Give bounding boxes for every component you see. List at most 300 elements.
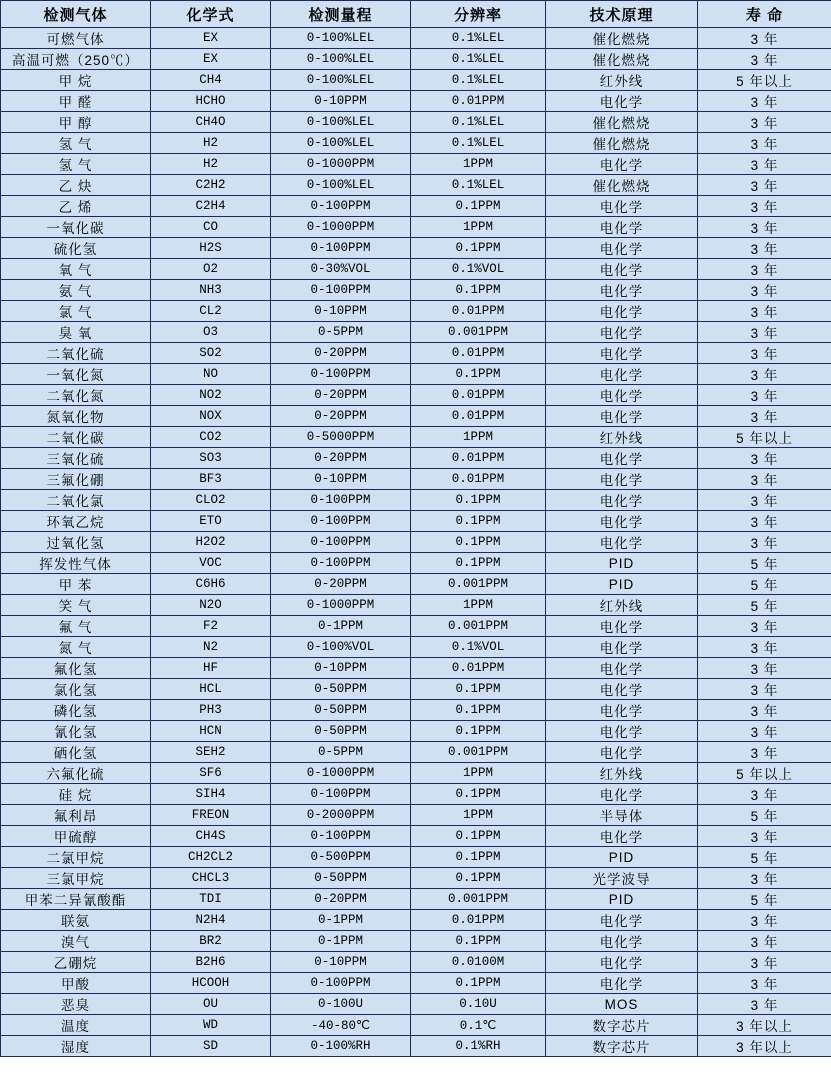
cell-formula: HCL	[151, 679, 271, 700]
cell-principle: 电化学	[546, 343, 698, 364]
cell-principle: 电化学	[546, 301, 698, 322]
cell-lifetime: 3 年	[698, 196, 831, 217]
cell-principle: 电化学	[546, 448, 698, 469]
cell-gas: 高温可燃（250℃）	[1, 49, 151, 70]
cell-gas: 甲酸	[1, 973, 151, 994]
cell-resolution: 0.01PPM	[411, 406, 546, 427]
cell-gas: 三氟化硼	[1, 469, 151, 490]
table-row	[1, 847, 831, 868]
cell-range: 0-1000PPM	[271, 217, 411, 238]
cell-resolution: 0.1%LEL	[411, 175, 546, 196]
cell-principle: 电化学	[546, 700, 698, 721]
cell-resolution: 0.1%LEL	[411, 49, 546, 70]
cell-gas: 氧 气	[1, 259, 151, 280]
cell-lifetime: 3 年	[698, 448, 831, 469]
cell-formula: SD	[151, 1036, 271, 1057]
cell-range: 0-100%RH	[271, 1036, 411, 1057]
cell-lifetime: 3 年	[698, 490, 831, 511]
cell-lifetime: 5 年	[698, 847, 831, 868]
cell-formula: H2	[151, 133, 271, 154]
cell-resolution: 0.01PPM	[411, 910, 546, 931]
cell-gas: 三氯甲烷	[1, 868, 151, 889]
cell-gas: 一氧化氮	[1, 364, 151, 385]
cell-principle: 催化燃烧	[546, 133, 698, 154]
cell-formula: CO2	[151, 427, 271, 448]
cell-resolution: 1PPM	[411, 763, 546, 784]
cell-range: 0-5000PPM	[271, 427, 411, 448]
cell-formula: NO	[151, 364, 271, 385]
cell-formula: SF6	[151, 763, 271, 784]
cell-lifetime: 3 年	[698, 175, 831, 196]
cell-lifetime: 3 年	[698, 259, 831, 280]
cell-formula: F2	[151, 616, 271, 637]
cell-principle: 红外线	[546, 427, 698, 448]
cell-gas: 过氧化氢	[1, 532, 151, 553]
cell-lifetime: 3 年	[698, 910, 831, 931]
table-row	[1, 952, 831, 973]
cell-lifetime: 3 年	[698, 679, 831, 700]
cell-lifetime: 3 年	[698, 931, 831, 952]
cell-gas: 挥发性气体	[1, 553, 151, 574]
cell-lifetime: 5 年	[698, 553, 831, 574]
cell-range: 0-100PPM	[271, 532, 411, 553]
column-header-range: 检测量程	[271, 1, 411, 28]
cell-principle: 光学波导	[546, 868, 698, 889]
table-row	[1, 133, 831, 154]
cell-resolution: 0.10U	[411, 994, 546, 1015]
cell-formula: O2	[151, 259, 271, 280]
cell-gas: 溴气	[1, 931, 151, 952]
cell-principle: 电化学	[546, 721, 698, 742]
cell-principle: 电化学	[546, 322, 698, 343]
cell-principle: MOS	[546, 994, 698, 1015]
cell-formula: TDI	[151, 889, 271, 910]
cell-lifetime: 5 年	[698, 805, 831, 826]
cell-resolution: 0.01PPM	[411, 91, 546, 112]
cell-gas: 硒化氢	[1, 742, 151, 763]
cell-resolution: 0.1%RH	[411, 1036, 546, 1057]
cell-gas: 可燃气体	[1, 28, 151, 49]
cell-principle: 红外线	[546, 70, 698, 91]
cell-range: 0-100PPM	[271, 553, 411, 574]
table-row	[1, 238, 831, 259]
cell-gas: 乙 烯	[1, 196, 151, 217]
cell-formula: SIH4	[151, 784, 271, 805]
cell-gas: 乙硼烷	[1, 952, 151, 973]
cell-gas: 氟 气	[1, 616, 151, 637]
table-row	[1, 385, 831, 406]
cell-principle: 催化燃烧	[546, 175, 698, 196]
cell-gas: 氯 气	[1, 301, 151, 322]
cell-range: 0-500PPM	[271, 847, 411, 868]
cell-principle: PID	[546, 553, 698, 574]
cell-gas: 磷化氢	[1, 700, 151, 721]
cell-range: 0-20PPM	[271, 574, 411, 595]
cell-gas: 氟化氢	[1, 658, 151, 679]
cell-lifetime: 3 年	[698, 280, 831, 301]
cell-gas: 二氯甲烷	[1, 847, 151, 868]
cell-formula: CO	[151, 217, 271, 238]
cell-resolution: 0.1PPM	[411, 679, 546, 700]
cell-resolution: 0.1%VOL	[411, 637, 546, 658]
cell-formula: ETO	[151, 511, 271, 532]
cell-gas: 一氧化碳	[1, 217, 151, 238]
table-row	[1, 931, 831, 952]
cell-formula: CH4S	[151, 826, 271, 847]
table-row	[1, 742, 831, 763]
cell-resolution: 0.1PPM	[411, 280, 546, 301]
cell-gas: 环氧乙烷	[1, 511, 151, 532]
cell-gas: 二氧化氯	[1, 490, 151, 511]
cell-principle: 电化学	[546, 154, 698, 175]
cell-principle: 电化学	[546, 826, 698, 847]
cell-formula: CLO2	[151, 490, 271, 511]
cell-resolution: 0.1PPM	[411, 700, 546, 721]
cell-resolution: 0.01PPM	[411, 469, 546, 490]
cell-principle: 电化学	[546, 616, 698, 637]
cell-range: 0-1PPM	[271, 616, 411, 637]
cell-gas: 氢 气	[1, 154, 151, 175]
cell-lifetime: 3 年	[698, 406, 831, 427]
cell-gas: 三氧化硫	[1, 448, 151, 469]
cell-lifetime: 3 年	[698, 742, 831, 763]
cell-formula: VOC	[151, 553, 271, 574]
cell-principle: 半导体	[546, 805, 698, 826]
cell-formula: HCN	[151, 721, 271, 742]
cell-lifetime: 3 年	[698, 532, 831, 553]
table-row	[1, 469, 831, 490]
column-header-gas: 检测气体	[1, 1, 151, 28]
cell-formula: CH2CL2	[151, 847, 271, 868]
cell-resolution: 0.1PPM	[411, 826, 546, 847]
table-row	[1, 994, 831, 1015]
cell-lifetime: 3 年	[698, 343, 831, 364]
cell-resolution: 0.1PPM	[411, 721, 546, 742]
table-row	[1, 532, 831, 553]
cell-formula: HF	[151, 658, 271, 679]
cell-lifetime: 3 年	[698, 385, 831, 406]
cell-formula: H2S	[151, 238, 271, 259]
cell-resolution: 0.1%VOL	[411, 259, 546, 280]
cell-formula: N2	[151, 637, 271, 658]
cell-resolution: 0.1℃	[411, 1015, 546, 1036]
cell-formula: PH3	[151, 700, 271, 721]
cell-formula: N2H4	[151, 910, 271, 931]
cell-gas: 氢 气	[1, 133, 151, 154]
cell-range: 0-10PPM	[271, 91, 411, 112]
table-row	[1, 511, 831, 532]
cell-range: 0-10PPM	[271, 952, 411, 973]
cell-lifetime: 3 年	[698, 658, 831, 679]
column-header-resolution: 分辨率	[411, 1, 546, 28]
cell-principle: 电化学	[546, 238, 698, 259]
cell-principle: 电化学	[546, 490, 698, 511]
table-row	[1, 721, 831, 742]
cell-resolution: 0.001PPM	[411, 322, 546, 343]
table-row	[1, 805, 831, 826]
cell-formula: BF3	[151, 469, 271, 490]
cell-formula: CHCL3	[151, 868, 271, 889]
cell-gas: 六氟化硫	[1, 763, 151, 784]
table-row	[1, 700, 831, 721]
cell-principle: 电化学	[546, 385, 698, 406]
cell-range: 0-50PPM	[271, 721, 411, 742]
cell-lifetime: 5 年	[698, 595, 831, 616]
cell-lifetime: 3 年以上	[698, 1015, 831, 1036]
cell-principle: 电化学	[546, 973, 698, 994]
cell-resolution: 0.01PPM	[411, 301, 546, 322]
cell-range: 0-100U	[271, 994, 411, 1015]
cell-formula: WD	[151, 1015, 271, 1036]
cell-lifetime: 3 年	[698, 721, 831, 742]
cell-formula: SEH2	[151, 742, 271, 763]
cell-range: 0-100%LEL	[271, 175, 411, 196]
cell-resolution: 0.01PPM	[411, 385, 546, 406]
cell-resolution: 0.1PPM	[411, 868, 546, 889]
cell-range: 0-1000PPM	[271, 763, 411, 784]
cell-range: 0-100PPM	[271, 364, 411, 385]
cell-principle: 电化学	[546, 259, 698, 280]
cell-resolution: 0.1%LEL	[411, 112, 546, 133]
cell-principle: 电化学	[546, 406, 698, 427]
table-row	[1, 28, 831, 49]
cell-lifetime: 3 年	[698, 973, 831, 994]
table-row	[1, 784, 831, 805]
cell-lifetime: 3 年	[698, 49, 831, 70]
table-row	[1, 658, 831, 679]
table-row	[1, 448, 831, 469]
cell-range: 0-100%LEL	[271, 112, 411, 133]
table-row	[1, 49, 831, 70]
cell-formula: CH4	[151, 70, 271, 91]
cell-range: 0-5PPM	[271, 742, 411, 763]
cell-resolution: 0.1PPM	[411, 532, 546, 553]
cell-gas: 氟利昂	[1, 805, 151, 826]
cell-range: 0-20PPM	[271, 448, 411, 469]
cell-principle: 电化学	[546, 931, 698, 952]
cell-range: 0-100PPM	[271, 826, 411, 847]
table-row	[1, 973, 831, 994]
cell-resolution: 0.1PPM	[411, 490, 546, 511]
cell-resolution: 0.001PPM	[411, 889, 546, 910]
cell-lifetime: 3 年	[698, 637, 831, 658]
cell-formula: NOX	[151, 406, 271, 427]
cell-resolution: 0.1PPM	[411, 847, 546, 868]
cell-formula: CL2	[151, 301, 271, 322]
cell-principle: 电化学	[546, 280, 698, 301]
cell-principle: 催化燃烧	[546, 112, 698, 133]
cell-gas: 甲 苯	[1, 574, 151, 595]
cell-resolution: 0.01PPM	[411, 343, 546, 364]
cell-formula: FREON	[151, 805, 271, 826]
table-row	[1, 91, 831, 112]
cell-formula: H2	[151, 154, 271, 175]
table-row	[1, 280, 831, 301]
cell-lifetime: 3 年	[698, 952, 831, 973]
cell-formula: H2O2	[151, 532, 271, 553]
cell-range: 0-2000PPM	[271, 805, 411, 826]
cell-resolution: 0.1PPM	[411, 238, 546, 259]
cell-lifetime: 3 年	[698, 28, 831, 49]
cell-resolution: 1PPM	[411, 805, 546, 826]
table-row	[1, 70, 831, 91]
cell-gas: 甲 醛	[1, 91, 151, 112]
cell-principle: 电化学	[546, 511, 698, 532]
cell-range: 0-1PPM	[271, 931, 411, 952]
cell-resolution: 0.01PPM	[411, 448, 546, 469]
table-header	[1, 1, 831, 28]
cell-lifetime: 3 年	[698, 364, 831, 385]
cell-range: 0-50PPM	[271, 868, 411, 889]
cell-formula: SO3	[151, 448, 271, 469]
table-row	[1, 574, 831, 595]
cell-range: 0-50PPM	[271, 679, 411, 700]
cell-resolution: 0.0100M	[411, 952, 546, 973]
cell-formula: C6H6	[151, 574, 271, 595]
cell-lifetime: 3 年	[698, 868, 831, 889]
cell-formula: N2O	[151, 595, 271, 616]
cell-range: 0-100%LEL	[271, 28, 411, 49]
cell-gas: 湿度	[1, 1036, 151, 1057]
cell-principle: 电化学	[546, 217, 698, 238]
table-row	[1, 1015, 831, 1036]
table-row	[1, 868, 831, 889]
cell-range: 0-100PPM	[271, 196, 411, 217]
cell-principle: 电化学	[546, 91, 698, 112]
cell-principle: 电化学	[546, 658, 698, 679]
cell-resolution: 0.1PPM	[411, 973, 546, 994]
cell-range: 0-20PPM	[271, 385, 411, 406]
cell-principle: 电化学	[546, 784, 698, 805]
table-header-row	[1, 1, 831, 28]
table-row	[1, 322, 831, 343]
cell-lifetime: 3 年	[698, 511, 831, 532]
cell-resolution: 0.001PPM	[411, 742, 546, 763]
cell-gas: 硅 烷	[1, 784, 151, 805]
cell-range: 0-30%VOL	[271, 259, 411, 280]
cell-formula: C2H4	[151, 196, 271, 217]
cell-range: 0-100PPM	[271, 238, 411, 259]
cell-lifetime: 3 年	[698, 301, 831, 322]
cell-gas: 氮 气	[1, 637, 151, 658]
table-row	[1, 1036, 831, 1057]
cell-principle: 电化学	[546, 910, 698, 931]
cell-gas: 甲 烷	[1, 70, 151, 91]
table-row	[1, 616, 831, 637]
table-row	[1, 217, 831, 238]
cell-gas: 联氨	[1, 910, 151, 931]
cell-range: 0-100%LEL	[271, 133, 411, 154]
cell-lifetime: 3 年	[698, 784, 831, 805]
cell-principle: 红外线	[546, 763, 698, 784]
cell-range: 0-100%LEL	[271, 49, 411, 70]
cell-lifetime: 3 年	[698, 994, 831, 1015]
cell-principle: PID	[546, 889, 698, 910]
table-row	[1, 154, 831, 175]
cell-resolution: 0.1PPM	[411, 784, 546, 805]
cell-resolution: 0.1%LEL	[411, 133, 546, 154]
cell-lifetime: 3 年	[698, 154, 831, 175]
table-row	[1, 595, 831, 616]
cell-range: 0-1000PPM	[271, 154, 411, 175]
cell-formula: C2H2	[151, 175, 271, 196]
cell-formula: HCOOH	[151, 973, 271, 994]
cell-resolution: 0.1PPM	[411, 196, 546, 217]
cell-gas: 二氧化硫	[1, 343, 151, 364]
cell-lifetime: 3 年以上	[698, 1036, 831, 1057]
table-row	[1, 406, 831, 427]
cell-gas: 氯化氢	[1, 679, 151, 700]
cell-lifetime: 5 年	[698, 889, 831, 910]
table-row	[1, 910, 831, 931]
cell-resolution: 0.1PPM	[411, 511, 546, 532]
table-row	[1, 301, 831, 322]
cell-lifetime: 3 年	[698, 469, 831, 490]
cell-lifetime: 3 年	[698, 91, 831, 112]
cell-principle: 红外线	[546, 595, 698, 616]
cell-range: 0-5PPM	[271, 322, 411, 343]
cell-principle: 电化学	[546, 364, 698, 385]
cell-lifetime: 5 年以上	[698, 70, 831, 91]
cell-gas: 甲硫醇	[1, 826, 151, 847]
cell-resolution: 0.1%LEL	[411, 70, 546, 91]
table-row	[1, 364, 831, 385]
cell-formula: O3	[151, 322, 271, 343]
cell-gas: 恶臭	[1, 994, 151, 1015]
cell-resolution: 0.001PPM	[411, 616, 546, 637]
cell-lifetime: 5 年	[698, 574, 831, 595]
cell-range: 0-20PPM	[271, 889, 411, 910]
cell-lifetime: 3 年	[698, 616, 831, 637]
cell-lifetime: 3 年	[698, 826, 831, 847]
table-row	[1, 343, 831, 364]
cell-resolution: 1PPM	[411, 154, 546, 175]
cell-gas: 笑 气	[1, 595, 151, 616]
cell-range: 0-50PPM	[271, 700, 411, 721]
cell-gas: 氨 气	[1, 280, 151, 301]
cell-principle: 催化燃烧	[546, 28, 698, 49]
cell-resolution: 1PPM	[411, 217, 546, 238]
cell-range: 0-100PPM	[271, 973, 411, 994]
cell-formula: SO2	[151, 343, 271, 364]
cell-range: 0-100PPM	[271, 784, 411, 805]
table-row	[1, 637, 831, 658]
cell-principle: 催化燃烧	[546, 49, 698, 70]
cell-principle: 电化学	[546, 952, 698, 973]
cell-range: 0-10PPM	[271, 658, 411, 679]
cell-principle: PID	[546, 847, 698, 868]
cell-gas: 二氧化氮	[1, 385, 151, 406]
column-header-lifetime: 寿 命	[698, 1, 831, 28]
cell-resolution: 1PPM	[411, 427, 546, 448]
cell-lifetime: 3 年	[698, 238, 831, 259]
cell-formula: HCHO	[151, 91, 271, 112]
cell-range: 0-10PPM	[271, 469, 411, 490]
cell-lifetime: 3 年	[698, 322, 831, 343]
cell-formula: CH4O	[151, 112, 271, 133]
cell-formula: NH3	[151, 280, 271, 301]
cell-gas: 乙 炔	[1, 175, 151, 196]
cell-lifetime: 5 年以上	[698, 427, 831, 448]
cell-principle: 数字芯片	[546, 1015, 698, 1036]
cell-lifetime: 3 年	[698, 112, 831, 133]
cell-principle: 电化学	[546, 469, 698, 490]
cell-formula: BR2	[151, 931, 271, 952]
table-row	[1, 196, 831, 217]
table-row	[1, 490, 831, 511]
cell-range: 0-100PPM	[271, 490, 411, 511]
cell-principle: 电化学	[546, 679, 698, 700]
